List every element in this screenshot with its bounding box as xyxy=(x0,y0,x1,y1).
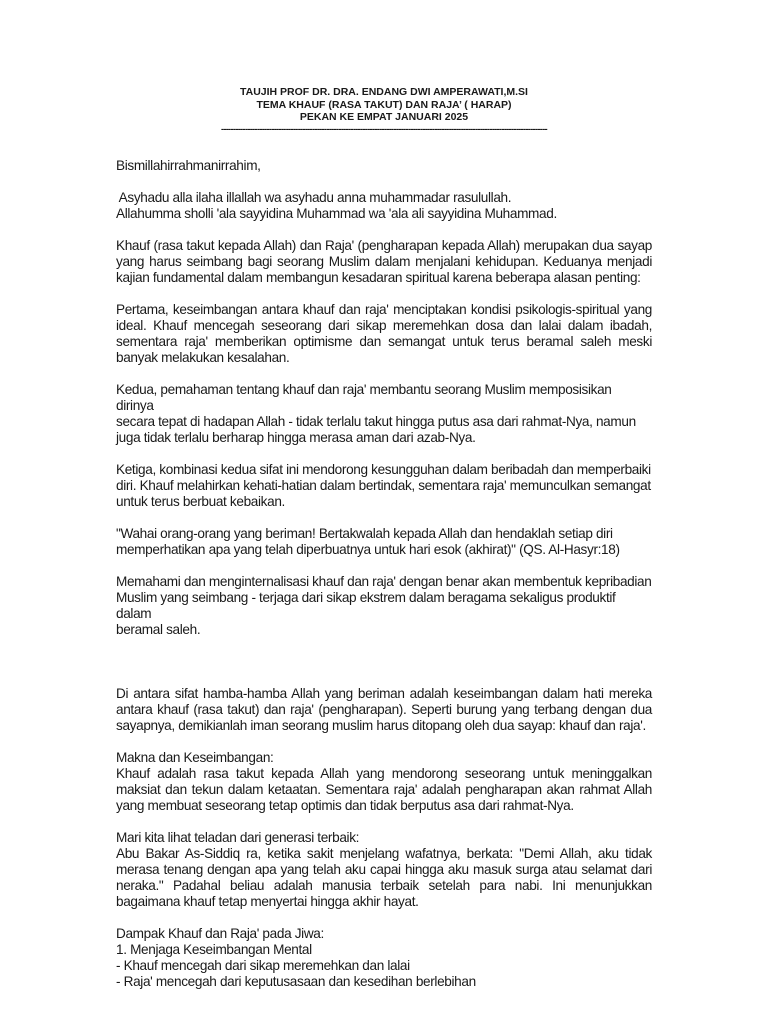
header-theme: TEMA KHAUF (RASA TAKUT) DAN RAJA’ ( HARAP) xyxy=(256,98,512,111)
section-title-makna: Makna dan Keseimbangan: xyxy=(116,749,274,765)
sholawat-line: Allahumma sholli 'ala sayyidina Muhammad wa 'ala ali sayyidina Muhammad. xyxy=(116,205,557,221)
teladan-paragraph: Abu Bakar As-Siddiq ra, ketika sakit menjelang wafatnya, berkata: "Demi Allah, aku tidak merasa tenang dengan apa yang telah aku capai hingga aku masuk surga atau selamat dari neraka." Padahal beliau adalah manusia terbaik setelah para nabi. Ini menunjukkan bagaimana khauf tetap menyertai hingga akhir hayat. xyxy=(116,845,652,909)
conclusion-paragraph xyxy=(116,574,652,638)
header-divider: ---------------------------------------------------------------------------------------------------------------------------------------- xyxy=(220,123,547,134)
paragraph-line: Muslim yang seimbang - terjaga dari sikap ekstrem dalam beragama sekaligus produktif dalam xyxy=(116,589,616,621)
paragraph-line: Ketiga, kombinasi kedua sifat ini mendorong kesungguhan dalam beribadah dan memperbaiki xyxy=(116,461,651,477)
document-header xyxy=(116,86,652,124)
third-point-paragraph xyxy=(116,462,652,510)
greeting: Bismillahirrahmanirrahim, xyxy=(116,157,261,173)
second-point-paragraph xyxy=(116,382,652,446)
section-title-dampak: Dampak Khauf dan Raja' pada Jiwa: xyxy=(116,925,324,941)
balance-paragraph: Di antara sifat hamba-hamba Allah yang beriman adalah keseimbangan dalam hati mereka antara khauf (rasa takut) dan raja' (pengharapan). Seperti burung yang terbang dengan dua sayapnya, demikianlah iman seorang muslim harus ditopang oleh dua sayap: khauf dan raja'. xyxy=(116,685,652,733)
list-item: - Raja' mencegah dari keputusasaan dan kesedihan berlebihan xyxy=(116,973,476,989)
document-body xyxy=(116,158,652,990)
paragraph-line: Kedua, pemahaman tentang khauf dan raja' membantu seorang Muslim memposisikan dirinya xyxy=(116,381,612,413)
document-page xyxy=(116,86,652,990)
list-item: 1. Menjaga Keseimbangan Mental xyxy=(116,941,312,957)
quran-quote xyxy=(116,526,652,558)
list-item: - Khauf mencegah dari sikap meremehkan dan lalai xyxy=(116,957,410,973)
paragraph-line: untuk terus berbuat kebaikan. xyxy=(116,493,285,509)
paragraph-line: "Wahai orang-orang yang beriman! Bertakwalah kepada Allah dan hendaklah setiap diri xyxy=(116,525,613,541)
paragraph-line: Memahami dan menginternalisasi khauf dan raja' dengan benar akan membentuk kepribadian xyxy=(116,573,652,589)
paragraph-line: juga tidak terlalu berharap hingga merasa aman dari azab-Nya. xyxy=(116,429,476,445)
first-point-paragraph: Pertama, keseimbangan antara khauf dan raja' menciptakan kondisi psikologis-spiritual yang ideal. Khauf mencegah seseorang dari sikap meremehkan dosa dan lalai dalam ibadah, sementara raja' memberikan optimisme dan semangat untuk terus beramal saleh meski banyak melakukan kesalahan. xyxy=(116,301,652,365)
paragraph-line: beramal saleh. xyxy=(116,621,201,637)
header-date: PEKAN KE EMPAT JANUARI 2025 xyxy=(299,111,469,124)
syahadat-line: Asyhadu alla ilaha illallah wa asyhadu anna muhammadar rasulullah. xyxy=(116,189,512,205)
header-author: TAUJIH PROF DR. DRA. ENDANG DWI AMPERAWATI,M.SI xyxy=(240,86,528,98)
paragraph-line: memperhatikan apa yang telah diperbuatnya untuk hari esok (akhirat)" (QS. Al-Hasyr:18) xyxy=(116,541,620,557)
paragraph-line: secara tepat di hadapan Allah - tidak terlalu takut hingga putus asa dari rahmat-Nya, namun xyxy=(116,413,636,429)
section-title-teladan: Mari kita lihat teladan dari generasi terbaik: xyxy=(116,829,360,845)
intro-paragraph: Khauf (rasa takut kepada Allah) dan Raja' (pengharapan kepada Allah) merupakan dua sayap yang harus seimbang bagi seorang Muslim dalam menjalani kehidupan. Keduanya menjadi kajian fundamental dalam membangun kesadaran spiritual karena beberapa alasan penting: xyxy=(116,237,652,285)
paragraph-line: diri. Khauf melahirkan kehati-hatian dalam bertindak, sementara raja' memunculkan semangat xyxy=(116,477,651,493)
makna-paragraph: Khauf adalah rasa takut kepada Allah yang mendorong seseorang untuk meninggalkan maksiat dan tekun dalam ketaatan. Sementara raja' adalah pengharapan akan rahmat Allah yang membuat seseorang tetap optimis dan tidak berputus asa dari rahmat-Nya. xyxy=(116,765,652,813)
